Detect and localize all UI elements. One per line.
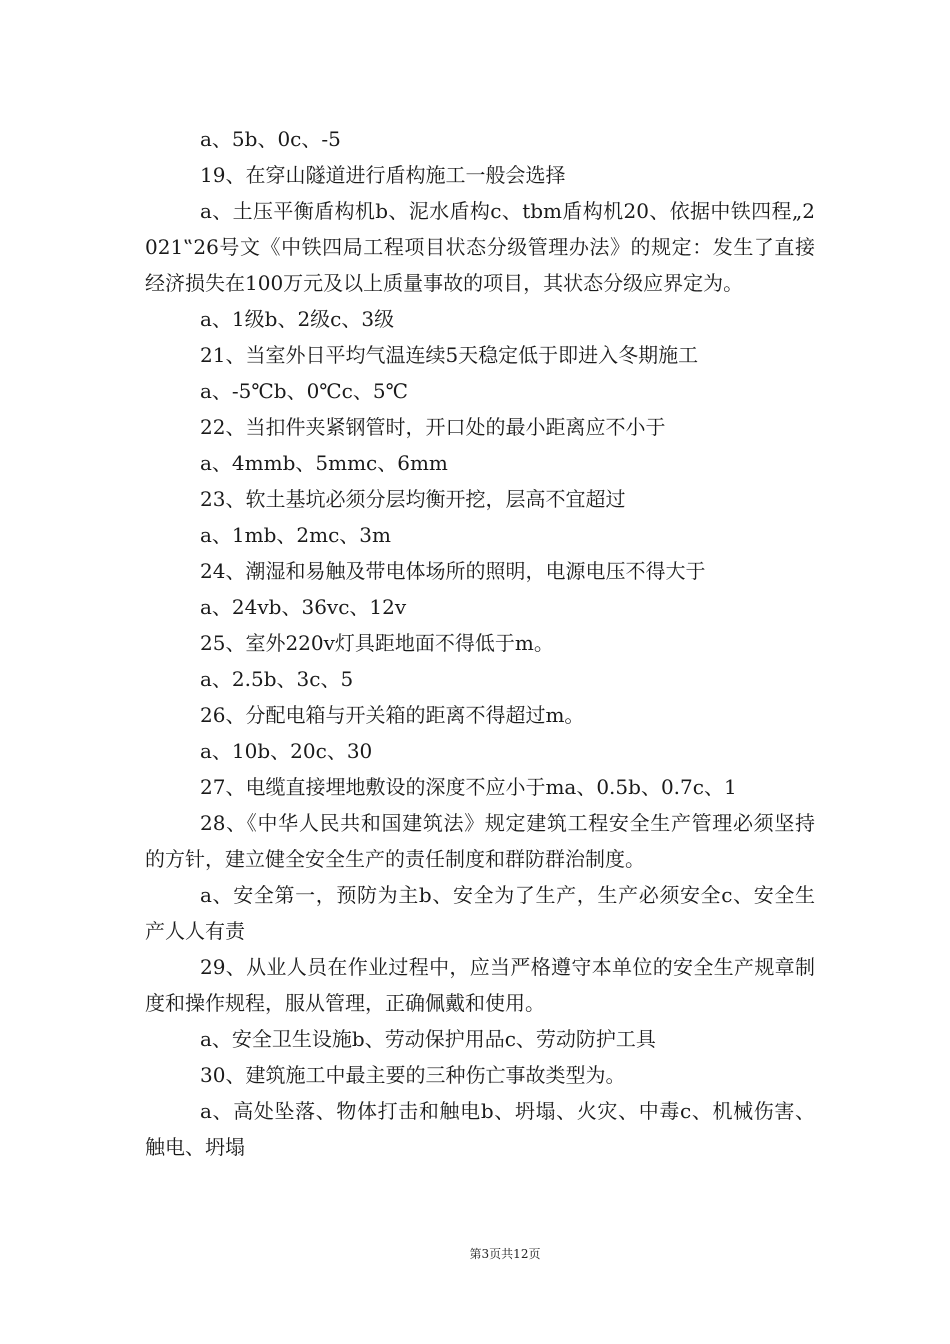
paragraph: 23、软土基坑必须分层均衡开挖，层高不宜超过 xyxy=(200,487,626,511)
paragraph: 26、分配电箱与开关箱的距离不得超过m。 xyxy=(200,703,585,727)
paragraph: a、高处坠落、物体打击和触电b、坍塌、火灾、中毒c、机械伤害、触电、坍塌 xyxy=(145,1099,815,1159)
paragraph: a、24vb、36vc、12v xyxy=(200,595,407,619)
page-number-label: 第3页共12页 xyxy=(469,1247,541,1261)
paragraph: a、-5℃b、0℃c、5℃ xyxy=(200,379,408,403)
paragraph: a、2.5b、3c、5 xyxy=(200,667,354,691)
paragraph: 21、当室外日平均气温连续5天稳定低于即进入冬期施工 xyxy=(200,343,699,367)
paragraph: a、10b、20c、30 xyxy=(200,739,373,763)
paragraph: a、1mb、2mc、3m xyxy=(200,523,391,547)
paragraph: a、4mmb、5mmc、6mm xyxy=(200,451,448,475)
paragraph: 28、《中华人民共和国建筑法》规定建筑工程安全生产管理必须坚持的方针，建立健全安全生产的责任制度和群防群治制度。 xyxy=(145,811,815,871)
paragraph: a、土压平衡盾构机b、泥水盾构c、tbm盾构机20、依据中铁四程„2021‟26号文《中铁四局工程项目状态分级管理办法》的规定：发生了直接经济损失在100万元及以上质量事故的项目，其状态分级应界定为。 xyxy=(145,199,815,295)
paragraph: 25、室外220v灯具距地面不得低于m。 xyxy=(200,631,554,655)
paragraph: 30、建筑施工中最主要的三种伤亡事故类型为。 xyxy=(200,1063,626,1087)
paragraph: a、安全卫生设施b、劳动保护用品c、劳动防护工具 xyxy=(200,1027,656,1051)
page-footer xyxy=(0,1246,950,1262)
paragraph: 19、在穿山隧道进行盾构施工一般会选择 xyxy=(200,163,566,187)
paragraph: 22、当扣件夹紧钢管时，开口处的最小距离应不小于 xyxy=(200,415,666,439)
paragraph: a、安全第一，预防为主b、安全为了生产，生产必须安全c、安全生产人人有责 xyxy=(145,883,815,943)
paragraph: 29、从业人员在作业过程中，应当严格遵守本单位的安全生产规章制度和操作规程，服从管理，正确佩戴和使用。 xyxy=(145,955,815,1015)
paragraph: 24、潮湿和易触及带电体场所的照明，电源电压不得大于 xyxy=(200,559,706,583)
paragraph: a、5b、0c、-5 xyxy=(200,127,341,151)
paragraph: 27、电缆直接埋地敷设的深度不应小于ma、0.5b、0.7c、1 xyxy=(200,775,737,799)
paragraph: a、1级b、2级c、3级 xyxy=(200,307,395,331)
document-body xyxy=(145,121,815,1165)
